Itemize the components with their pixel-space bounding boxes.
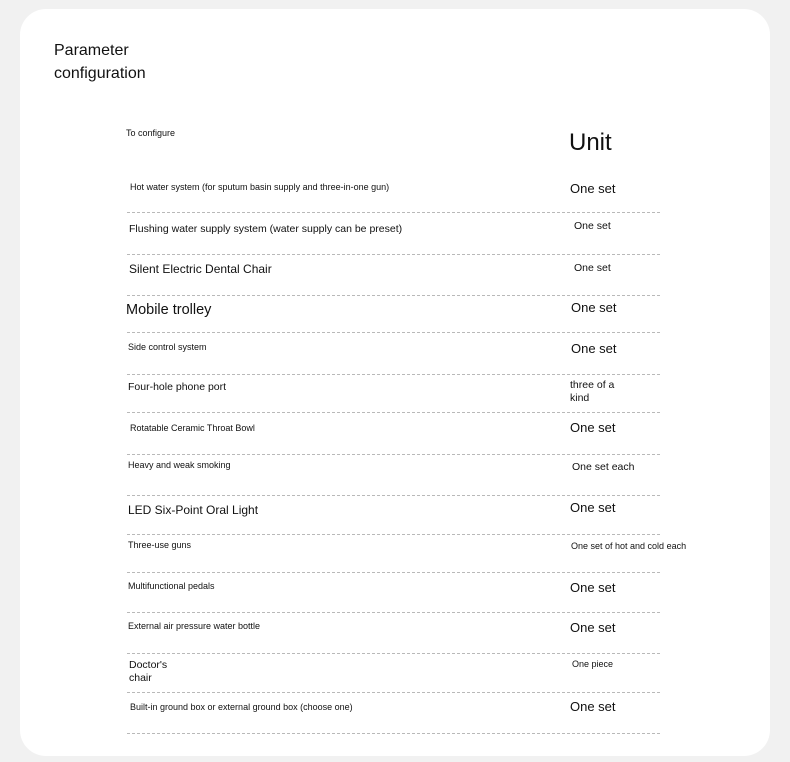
row-unit: One set: [570, 181, 616, 196]
row-unit: One set: [574, 220, 611, 232]
row-config-name: Rotatable Ceramic Throat Bowl: [130, 423, 255, 433]
row-config-name: Flushing water supply system (water supply can be preset): [129, 223, 403, 235]
row-config-name: Hot water system (for sputum basin supply and three-in-one gun): [130, 182, 390, 192]
row-config-name: Side control system: [128, 342, 207, 352]
table-row: [127, 254, 660, 296]
row-config-name: External air pressure water bottle: [128, 621, 261, 631]
table-row: [127, 534, 687, 573]
row-config-name: LED Six-Point Oral Light: [128, 503, 259, 517]
row-unit: One set: [570, 620, 616, 635]
table-row: [127, 572, 660, 613]
table-row: [127, 692, 660, 734]
row-config-name: Silent Electric Dental Chair: [129, 262, 272, 276]
table-row: [127, 295, 660, 333]
table-row: [127, 374, 660, 413]
row-unit: One set: [570, 699, 616, 714]
row-config-name: Built-in ground box or external ground box (choose one): [130, 702, 353, 712]
row-config-name: Multifunctional pedals: [128, 581, 215, 591]
row-config-name: Mobile trolley: [126, 302, 212, 318]
table-row: [127, 454, 660, 496]
row-unit: One set: [570, 580, 616, 595]
row-unit: One set: [571, 300, 617, 315]
row-unit: One set of hot and cold each: [571, 541, 687, 551]
page-title: Parameter configuration: [54, 42, 146, 82]
row-config-name: Heavy and weak smoking: [128, 460, 231, 470]
row-unit: One set each: [572, 461, 635, 473]
parameter-card: [20, 9, 770, 756]
unit-column-header: Unit: [569, 129, 612, 156]
table-row: [127, 412, 660, 455]
row-config-name: Four-hole phone port: [128, 381, 227, 393]
table-row: [127, 495, 660, 535]
row-config-name: Three-use guns: [128, 540, 192, 550]
table-row: [127, 169, 660, 213]
row-unit: One set: [574, 262, 611, 274]
table-row: [127, 653, 660, 693]
configure-column-header: To configure: [126, 128, 176, 138]
row-unit: three of a kind: [570, 379, 615, 404]
table-row: [127, 612, 660, 654]
table-row: [127, 212, 660, 255]
row-unit: One set: [570, 420, 616, 435]
table-row: [127, 332, 660, 375]
row-unit: One set: [571, 341, 617, 356]
row-unit: One piece: [572, 659, 614, 669]
row-unit: One set: [570, 500, 616, 515]
row-config-name: Doctor's chair: [129, 659, 168, 684]
